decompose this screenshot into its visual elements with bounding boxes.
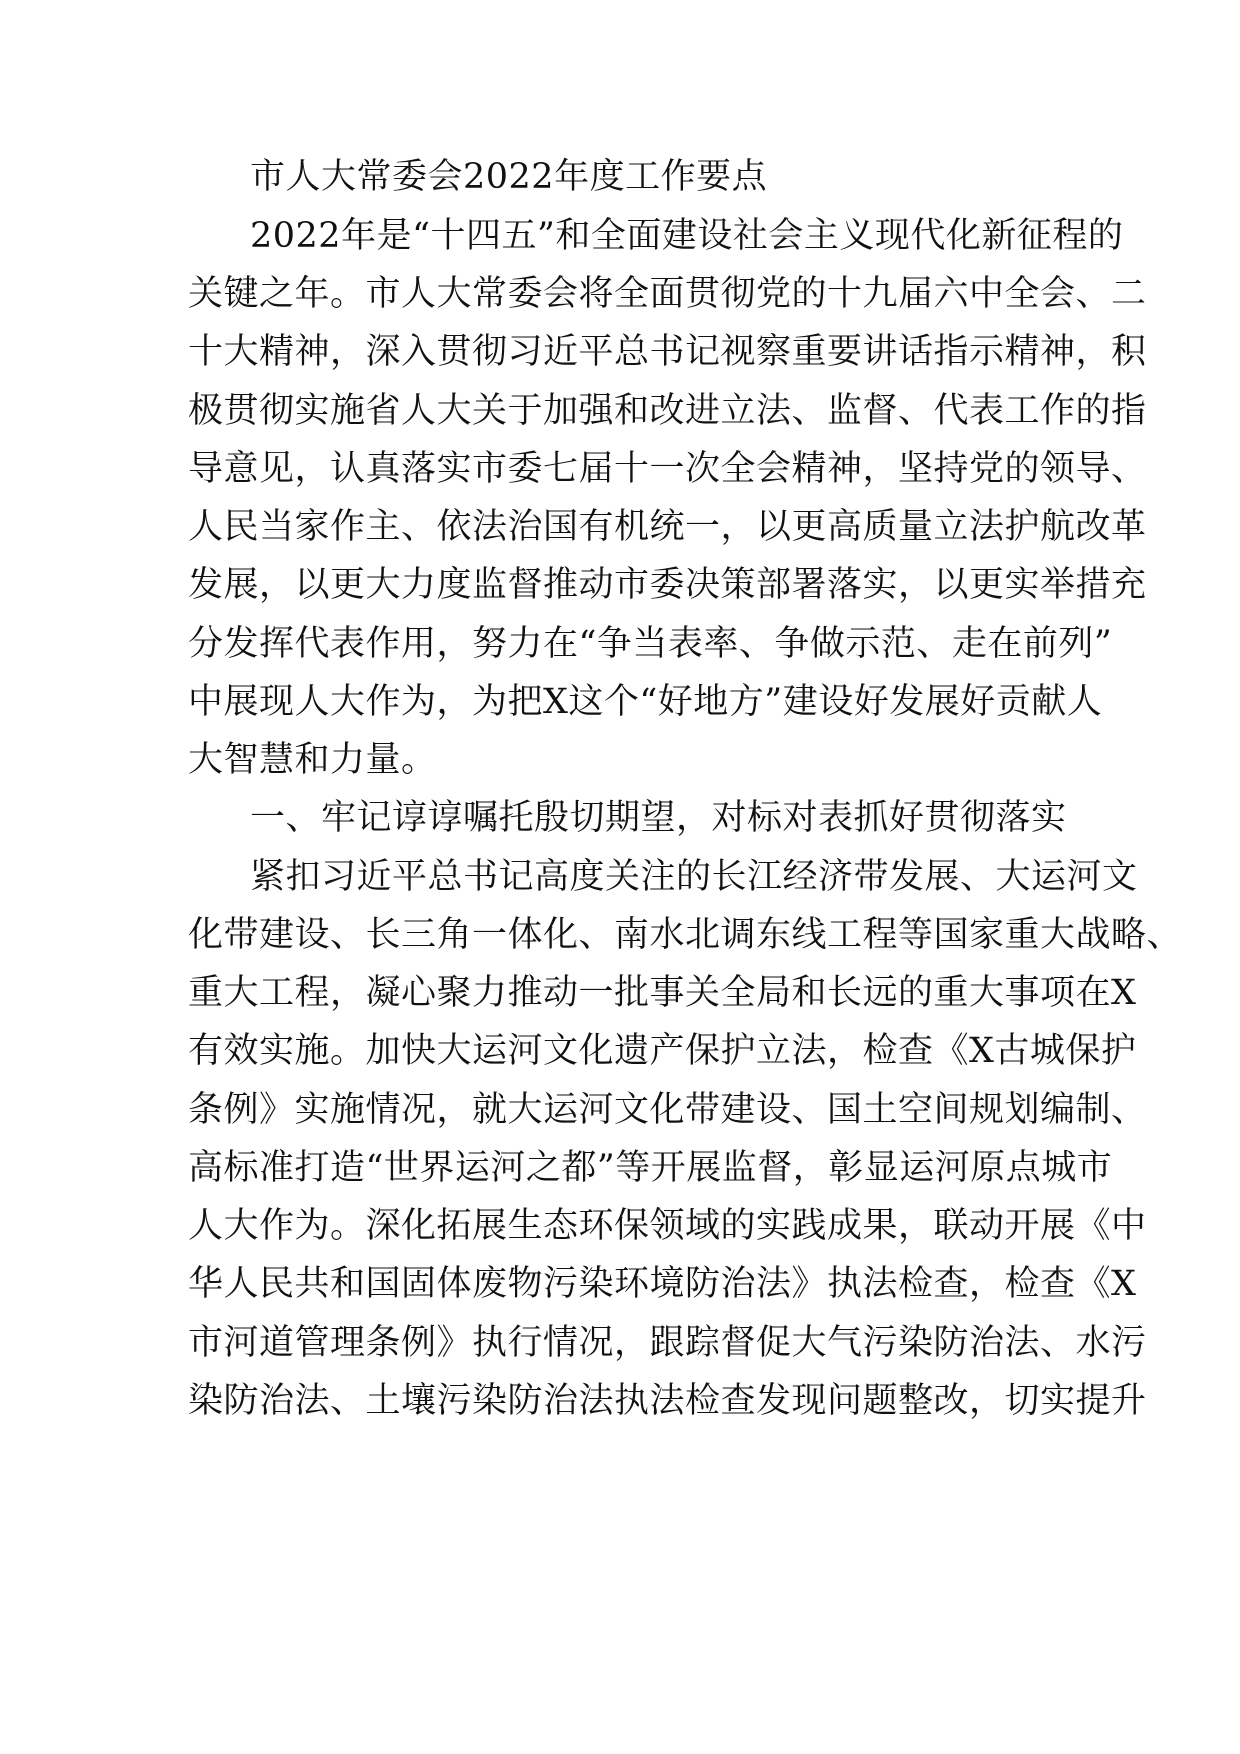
section-heading: 一、牢记谆谆嘱托殷切期望，对标对表抓好贯彻落实	[250, 798, 1067, 838]
paragraph-line: 有效实施。加快大运河文化遗产保护立法，检查《X古城保护	[188, 1031, 1137, 1071]
paragraph-line: 关键之年。市人大常委会将全面贯彻党的十九届六中全会、二	[188, 274, 1147, 314]
paragraph-line: 人民当家作主、依法治国有机统一，以更高质量立法护航改革	[188, 507, 1147, 547]
paragraph-line: 化带建设、长三角一体化、南水北调东线工程等国家重大战略、	[188, 915, 1183, 955]
paragraph-line: 条例》实施情况，就大运河文化带建设、国土空间规划编制、	[188, 1090, 1147, 1130]
paragraph-line: 导意见，认真落实市委七届十一次全会精神，坚持党的领导、	[188, 449, 1147, 489]
paragraph-line: 极贯彻实施省人大关于加强和改进立法、监督、代表工作的指	[188, 391, 1147, 431]
paragraph-line: 染防治法、土壤污染防治法执法检查发现问题整改，切实提升	[188, 1381, 1147, 1421]
paragraph-line: 紧扣习近平总书记高度关注的长江经济带发展、大运河文	[250, 857, 1138, 897]
document-title: 市人大常委会2022年度工作要点	[250, 157, 768, 197]
paragraph-line: 市河道管理条例》执行情况，跟踪督促大气污染防治法、水污	[188, 1323, 1147, 1363]
paragraph-line: 分发挥代表作用，努力在“争当表率、争做示范、走在前列”	[188, 624, 1113, 664]
paragraph-line: 发展，以更大力度监督推动市委决策部署落实，以更实举措充	[188, 565, 1147, 605]
paragraph-line: 华人民共和国固体废物污染环境防治法》执法检查，检查《X	[188, 1264, 1137, 1304]
paragraph-line: 人大作为。深化拓展生态环保领域的实践成果，联动开展《中	[188, 1206, 1147, 1246]
paragraph-line: 中展现人大作为，为把X这个“好地方”建设好发展好贡献人	[188, 682, 1103, 722]
paragraph-line: 2022年是“十四五”和全面建设社会主义现代化新征程的	[250, 216, 1124, 256]
paragraph-line: 十大精神，深入贯彻习近平总书记视察重要讲话指示精神，积	[188, 332, 1147, 372]
paragraph-line: 重大工程，凝心聚力推动一批事关全局和长远的重大事项在X	[188, 973, 1137, 1013]
paragraph-line: 高标准打造“世界运河之都”等开展监督，彰显运河原点城市	[188, 1148, 1113, 1188]
paragraph-line: 大智慧和力量。	[188, 740, 437, 780]
